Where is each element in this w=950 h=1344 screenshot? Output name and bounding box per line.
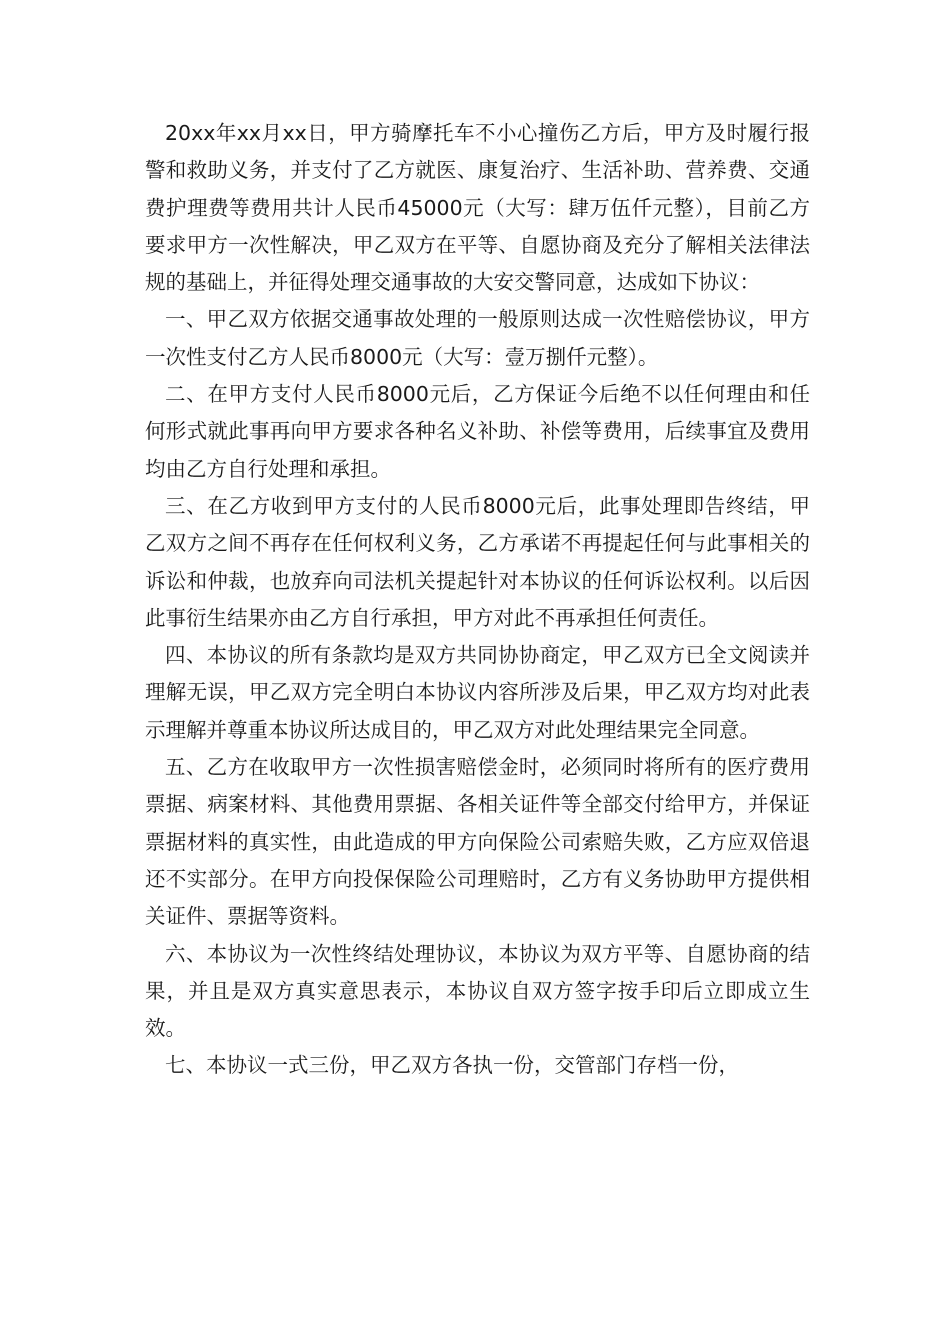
clause-1-paragraph: 一、甲乙双方依据交通事故处理的一般原则达成一次性赔偿协议，甲方一次性支付乙方人民币8000元（大写：壹万捌仟元整）。 (145, 307, 810, 369)
intro-paragraph: 20xx年xx月xx日，甲方骑摩托车不小心撞伤乙方后，甲方及时履行报警和救助义务，并支付了乙方就医、康复治疗、生活补助、营养费、交通费护理费等费用共计人民币45000元（大写：肆万伍仟元整），目前乙方要求甲方一次性解决，甲乙双方在平等、自愿协商及充分了解相关法律法规的基础上，并征得处理交通事故的大安交警同意，达成如下协议： (145, 121, 810, 295)
clause-6-paragraph: 六、本协议为一次性终结处理协议，本协议为双方平等、自愿协商的结果，并且是双方真实意思表示，本协议自双方签字按手印后立即成立生效。 (145, 941, 810, 1041)
clause-2-paragraph: 二、在甲方支付人民币8000元后，乙方保证今后绝不以任何理由和任何形式就此事再向甲方要求各种名义补助、补偿等费用，后续事宜及费用均由乙方自行处理和承担。 (145, 382, 810, 481)
clause-3-paragraph: 三、在乙方收到甲方支付的人民币8000元后，此事处理即告终结，甲乙双方之间不再存在任何权利义务，乙方承诺不再提起任何与此事相关的诉讼和仲裁，也放弃向司法机关提起针对本协议的任何诉讼权利。以后因此事衍生结果亦由乙方自行承担，甲方对此不再承担任何责任。 (145, 493, 810, 630)
clause-4-paragraph: 四、本协议的所有条款均是双方共同协协商定，甲乙双方已全文阅读并理解无误，甲乙双方完全明白本协议内容所涉及后果，甲乙双方均对此表示理解并尊重本协议所达成目的，甲乙双方对此处理结果完全同意。 (145, 643, 810, 742)
clause-5-paragraph: 五、乙方在收取甲方一次性损害赔偿金时，必须同时将所有的医疗费用票据、病案材料、其他费用票据、各相关证件等全部交付给甲方，并保证票据材料的真实性，由此造成的甲方向保险公司索赔失败，乙方应双倍退还不实部分。在甲方向投保保险公司理赔时，乙方有义务协助甲方提供相关证件、票据等资料。 (145, 755, 810, 929)
clause-7-paragraph: 七、本协议一式三份，甲乙双方各执一份，交管部门存档一份， (165, 1053, 739, 1078)
agreement-body (145, 115, 810, 1085)
